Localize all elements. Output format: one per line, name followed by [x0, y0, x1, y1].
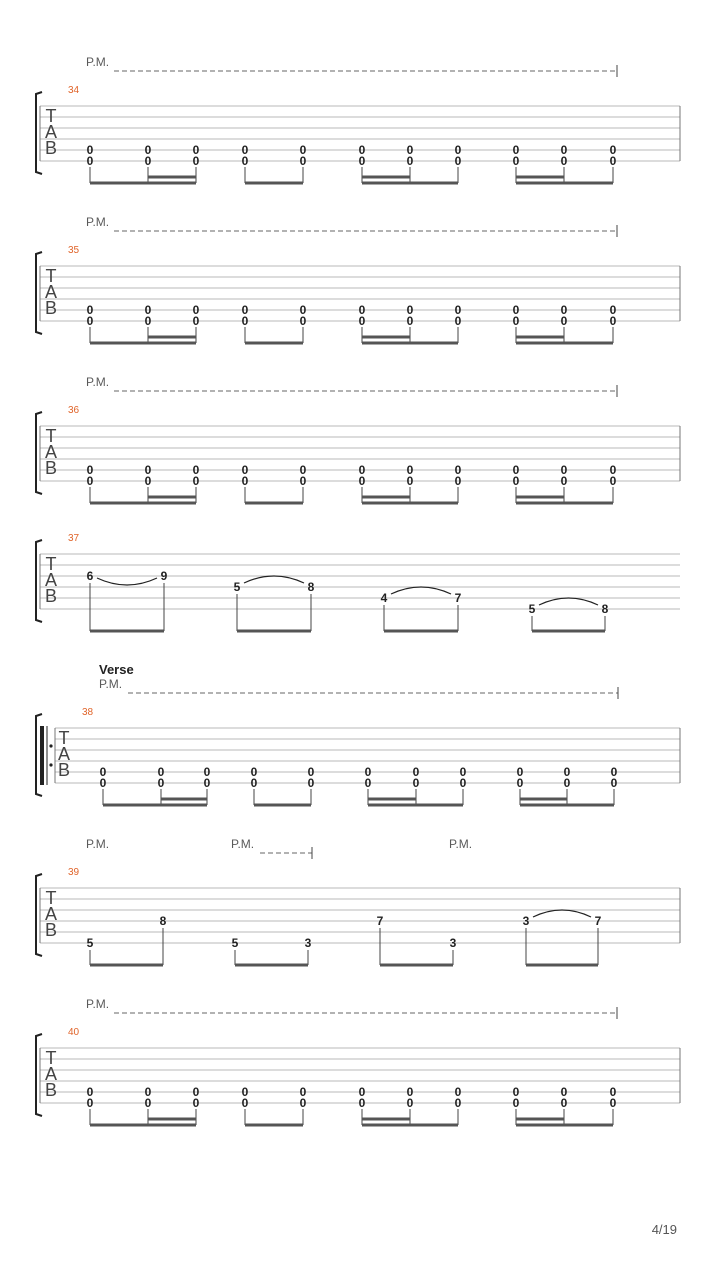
fret-number: 0 [454, 1096, 462, 1110]
fret-number: 0 [86, 1085, 94, 1099]
section-label: Verse [99, 662, 134, 677]
fret-number: 0 [241, 154, 249, 168]
measure-number: 36 [68, 405, 80, 416]
palm-mute-label: P.M. [86, 375, 110, 389]
fret-number: 0 [144, 314, 152, 328]
fret-number: 5 [231, 936, 239, 950]
fret-number: 0 [192, 474, 200, 488]
fret-number: 0 [560, 154, 568, 168]
fret-number: 0 [241, 474, 249, 488]
fret-number: 0 [250, 776, 258, 790]
fret-number: 8 [601, 602, 609, 616]
fret-number: 0 [192, 143, 200, 157]
staff-bracket [36, 1034, 42, 1116]
fret-number: 0 [144, 154, 152, 168]
tab-system-37 [36, 533, 680, 631]
palm-mute-label: P.M. [99, 677, 123, 691]
fret-number: 0 [609, 463, 617, 477]
fret-number: 7 [454, 591, 462, 605]
tab-clef-letter-t: T [45, 554, 57, 574]
tab-clef-letter-b: B [44, 1080, 58, 1100]
slur-arc [244, 576, 304, 583]
fret-number: 0 [250, 765, 258, 779]
fret-number: 0 [358, 154, 366, 168]
tab-clef-letter-a: A [44, 122, 58, 142]
repeat-dot [49, 763, 52, 766]
staff-bracket [36, 252, 42, 334]
fret-number: 0 [516, 765, 524, 779]
fret-number: 0 [609, 154, 617, 168]
measure-number: 38 [82, 707, 94, 718]
fret-number: 0 [406, 303, 414, 317]
fret-number: 0 [512, 303, 520, 317]
repeat-dot [49, 744, 52, 747]
fret-number: 7 [594, 914, 602, 928]
fret-number: 0 [299, 154, 307, 168]
tab-clef-letter-t: T [58, 728, 70, 748]
fret-number: 0 [299, 1085, 307, 1099]
fret-number: 0 [609, 143, 617, 157]
fret-number: 0 [203, 765, 211, 779]
fret-number: 0 [157, 765, 165, 779]
fret-number: 0 [560, 463, 568, 477]
fret-number: 0 [144, 1096, 152, 1110]
fret-number: 5 [528, 602, 536, 616]
fret-number: 0 [609, 474, 617, 488]
measure-number: 34 [68, 85, 80, 96]
fret-number: 0 [512, 154, 520, 168]
palm-mute-label: P.M. [86, 837, 110, 851]
fret-number: 0 [299, 1096, 307, 1110]
fret-number: 0 [144, 474, 152, 488]
fret-number: 3 [522, 914, 530, 928]
fret-number: 0 [86, 1096, 94, 1110]
fret-number: 7 [376, 914, 384, 928]
fret-number: 5 [86, 936, 94, 950]
slur-arc [533, 910, 591, 917]
tab-clef-letter-b: B [57, 760, 71, 780]
fret-number: 0 [241, 314, 249, 328]
fret-number: 0 [144, 143, 152, 157]
palm-mute-label: P.M. [86, 55, 110, 69]
tab-clef-letter-b: B [44, 586, 58, 606]
fret-number: 0 [358, 1085, 366, 1099]
fret-number: 0 [454, 143, 462, 157]
fret-number: 0 [192, 314, 200, 328]
fret-number: 0 [192, 1085, 200, 1099]
fret-number: 0 [406, 474, 414, 488]
fret-number: 0 [86, 154, 94, 168]
fret-number: 8 [307, 580, 315, 594]
fret-number: 0 [406, 1096, 414, 1110]
fret-number: 0 [560, 1096, 568, 1110]
fret-number: 0 [406, 463, 414, 477]
fret-number: 0 [609, 1096, 617, 1110]
measure-number: 39 [68, 867, 80, 878]
fret-number: 0 [406, 314, 414, 328]
fret-number: 6 [86, 569, 94, 583]
fret-number: 0 [609, 1085, 617, 1099]
tab-clef-letter-t: T [45, 1048, 57, 1068]
fret-number: 0 [307, 765, 315, 779]
fret-number: 3 [304, 936, 312, 950]
fret-number: 0 [358, 314, 366, 328]
tab-system-36 [36, 375, 680, 503]
fret-number: 8 [159, 914, 167, 928]
fret-number: 0 [192, 1096, 200, 1110]
fret-number: 0 [192, 154, 200, 168]
tab-clef-letter-a: A [44, 282, 58, 302]
fret-number: 0 [86, 463, 94, 477]
fret-number: 0 [241, 303, 249, 317]
fret-number: 0 [358, 303, 366, 317]
fret-number: 0 [99, 776, 107, 790]
palm-mute-label: P.M. [449, 837, 473, 851]
fret-number: 0 [299, 314, 307, 328]
fret-number: 0 [192, 463, 200, 477]
fret-number: 0 [560, 314, 568, 328]
fret-number: 0 [609, 314, 617, 328]
tab-clef-letter-t: T [45, 266, 57, 286]
palm-mute-label: P.M. [86, 215, 110, 229]
slur-arc [97, 578, 157, 585]
fret-number: 0 [454, 1085, 462, 1099]
fret-number: 0 [86, 303, 94, 317]
tab-clef-letter-b: B [44, 458, 58, 478]
fret-number: 5 [233, 580, 241, 594]
palm-mute-label: P.M. [86, 997, 110, 1011]
tab-clef-letter-b: B [44, 920, 58, 940]
measure-number: 37 [68, 533, 80, 544]
slur-arc [391, 587, 451, 594]
palm-mute-label: P.M. [231, 837, 255, 851]
fret-number: 0 [516, 776, 524, 790]
tab-clef-letter-a: A [44, 1064, 58, 1084]
fret-number: 0 [406, 143, 414, 157]
fret-number: 0 [203, 776, 211, 790]
fret-number: 0 [86, 143, 94, 157]
fret-number: 0 [609, 303, 617, 317]
tab-clef-letter-t: T [45, 106, 57, 126]
fret-number: 0 [299, 474, 307, 488]
measure-number: 35 [68, 245, 80, 256]
fret-number: 0 [358, 463, 366, 477]
fret-number: 0 [560, 474, 568, 488]
fret-number: 0 [454, 154, 462, 168]
fret-number: 0 [512, 143, 520, 157]
fret-number: 0 [560, 143, 568, 157]
repeat-thick-bar [40, 726, 44, 785]
fret-number: 0 [512, 463, 520, 477]
fret-number: 0 [241, 1085, 249, 1099]
fret-number: 0 [459, 776, 467, 790]
page-number: 4/19 [651, 1222, 677, 1237]
fret-number: 0 [454, 303, 462, 317]
staff-bracket [36, 540, 42, 622]
fret-number: 0 [299, 143, 307, 157]
tab-clef-letter-a: A [44, 442, 58, 462]
fret-number: 3 [449, 936, 457, 950]
fret-number: 0 [454, 463, 462, 477]
tab-clef-letter-b: B [44, 298, 58, 318]
fret-number: 0 [563, 776, 571, 790]
slur-arc [539, 598, 598, 605]
fret-number: 0 [512, 1096, 520, 1110]
tab-system-40 [36, 997, 680, 1125]
tab-system-39 [36, 837, 680, 965]
tab-clef-letter-t: T [45, 426, 57, 446]
tab-clef-letter-t: T [45, 888, 57, 908]
fret-number: 9 [160, 569, 168, 583]
staff-bracket [36, 412, 42, 494]
tab-system-34 [36, 55, 680, 183]
fret-number: 0 [364, 776, 372, 790]
fret-number: 0 [406, 1085, 414, 1099]
fret-number: 0 [358, 474, 366, 488]
fret-number: 0 [560, 1085, 568, 1099]
fret-number: 0 [358, 1096, 366, 1110]
fret-number: 0 [299, 463, 307, 477]
fret-number: 0 [144, 303, 152, 317]
measure-number: 40 [68, 1027, 80, 1038]
fret-number: 0 [299, 303, 307, 317]
fret-number: 0 [412, 776, 420, 790]
staff-bracket [36, 92, 42, 174]
fret-number: 0 [563, 765, 571, 779]
tab-clef-letter-a: A [44, 904, 58, 924]
fret-number: 0 [157, 776, 165, 790]
fret-number: 0 [192, 303, 200, 317]
fret-number: 0 [610, 776, 618, 790]
fret-number: 0 [241, 463, 249, 477]
tab-clef-letter-a: A [57, 744, 71, 764]
fret-number: 0 [412, 765, 420, 779]
fret-number: 0 [358, 143, 366, 157]
tab-system-35 [36, 215, 680, 343]
fret-number: 0 [610, 765, 618, 779]
tab-clef-letter-b: B [44, 138, 58, 158]
fret-number: 0 [406, 154, 414, 168]
fret-number: 0 [512, 474, 520, 488]
fret-number: 0 [144, 463, 152, 477]
fret-number: 0 [86, 314, 94, 328]
fret-number: 0 [144, 1085, 152, 1099]
fret-number: 0 [86, 474, 94, 488]
staff-bracket [36, 874, 42, 956]
fret-number: 0 [454, 314, 462, 328]
fret-number: 0 [99, 765, 107, 779]
fret-number: 0 [364, 765, 372, 779]
tab-clef-letter-a: A [44, 570, 58, 590]
fret-number: 0 [241, 1096, 249, 1110]
fret-number: 0 [307, 776, 315, 790]
fret-number: 0 [512, 1085, 520, 1099]
fret-number: 0 [454, 474, 462, 488]
tab-system-38 [36, 662, 680, 805]
fret-number: 4 [380, 591, 388, 605]
fret-number: 0 [560, 303, 568, 317]
fret-number: 0 [459, 765, 467, 779]
fret-number: 0 [512, 314, 520, 328]
fret-number: 0 [241, 143, 249, 157]
